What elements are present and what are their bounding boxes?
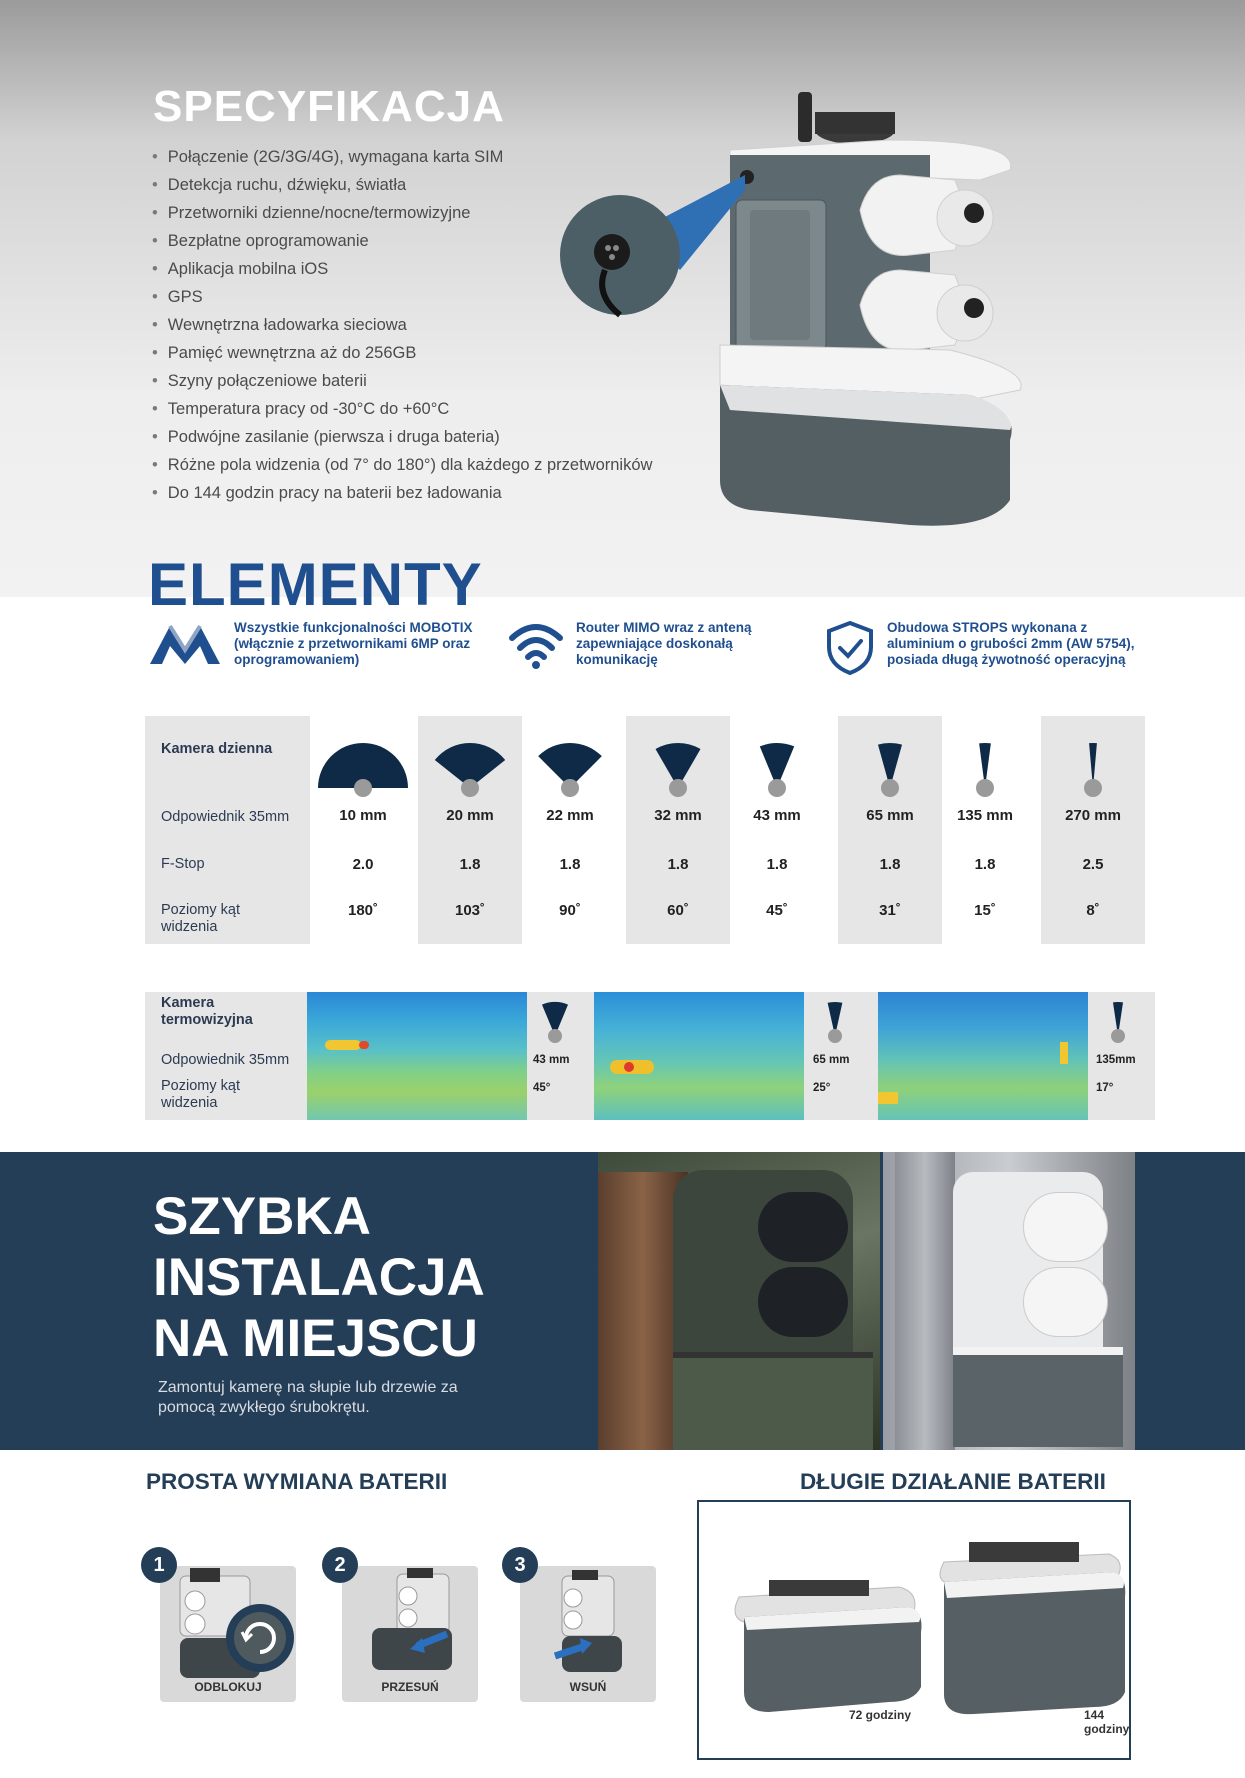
day-camera-table (145, 716, 1155, 944)
step-label: WSUŃ (569, 1680, 607, 1694)
fstop-value: 2.0 (352, 856, 374, 873)
fov-wedge-icon (633, 728, 723, 798)
camera-device-illustration (550, 80, 1030, 530)
spec-item: • Przetworniki dzienne/nocne/termowizyjne (152, 199, 652, 227)
spec-item: • Do 144 godzin pracy na baterii bez ładowania (152, 479, 652, 507)
angle-value: 90˚ (559, 902, 581, 919)
fov-wedge-icon (815, 996, 855, 1046)
day-column (933, 716, 1037, 944)
fov-wedge-icon (732, 728, 822, 798)
install-title-line: NA MIEJSCU (153, 1309, 478, 1368)
fstop-value: 1.8 (559, 856, 581, 873)
install-title-line: INSTALACJA (153, 1248, 485, 1307)
install-section (0, 1152, 1245, 1450)
battery-comparison-illustration (699, 1502, 1129, 1758)
pole-mount-photo (883, 1152, 1135, 1450)
day-table-header: Kamera dzienna (161, 741, 273, 757)
fstop-value: 1.8 (766, 856, 788, 873)
angle-value: 60˚ (667, 902, 689, 919)
spec-item: • GPS (152, 283, 652, 311)
fov-wedge-icon (525, 728, 615, 798)
step-number: 1 (141, 1547, 177, 1583)
thermal-camera-table (145, 992, 1155, 1120)
focal-length-value: 22 mm (546, 807, 594, 824)
fstop-value: 1.8 (879, 856, 901, 873)
focal-length-value: 10 mm (339, 807, 387, 824)
day-column (626, 716, 730, 944)
fov-wedge-icon (318, 728, 408, 798)
thermal-image (307, 992, 527, 1120)
day-column (725, 716, 829, 944)
feature-text: Wszystkie funkcjonalności MOBOTIX (włącznie z przetwornikami 6MP oraz oprogramowaniem) (234, 620, 473, 667)
thermal-focal-value: 135mm (1096, 1054, 1136, 1066)
row-label-fstop: F-Stop (161, 856, 205, 872)
feature-text: Obudowa STROPS wykonana z aluminium o grubości 2mm (AW 5754), posiada długą żywotność operacyjną (887, 620, 1135, 667)
step-unlock (160, 1566, 296, 1702)
day-label-column (145, 716, 310, 944)
focal-length-value: 65 mm (866, 807, 914, 824)
thermal-focal-value: 43 mm (533, 1054, 570, 1066)
step-number: 3 (502, 1547, 538, 1583)
tree-mount-photo (598, 1152, 880, 1450)
fstop-value: 1.8 (974, 856, 996, 873)
angle-value: 8˚ (1086, 902, 1100, 919)
feature-router (508, 620, 786, 670)
feature-mobotix (148, 620, 494, 668)
thermal-image (878, 992, 1088, 1120)
focal-length-value: 20 mm (446, 807, 494, 824)
battery-swap-title: PROSTA WYMIANA BATERII (146, 1469, 448, 1494)
day-column (1041, 716, 1145, 944)
battery-life-title: DŁUGIE DZIAŁANIE BATERII (800, 1469, 1106, 1494)
fov-wedge-icon (940, 728, 1030, 798)
row-label-angle: Poziomy kąt widzenia (161, 902, 240, 935)
install-title-line: SZYBKA (153, 1187, 371, 1246)
spec-item: • Pamięć wewnętrzna aż do 256GB (152, 339, 652, 367)
focal-length-value: 32 mm (654, 807, 702, 824)
day-column (418, 716, 522, 944)
battery-life-box (697, 1500, 1131, 1760)
thermal-angle-value: 45° (533, 1082, 551, 1094)
step-slide-in (520, 1566, 656, 1702)
thermal-focal-value: 65 mm (813, 1054, 850, 1066)
angle-value: 103˚ (454, 902, 486, 919)
spec-item: • Temperatura pracy od -30°C do +60°C (152, 395, 652, 423)
row-label-focal: Odpowiednik 35mm (161, 1052, 290, 1068)
spec-title: SPECYFIKACJA (153, 82, 505, 131)
day-column (311, 716, 415, 944)
fov-wedge-icon (535, 996, 575, 1046)
fstop-value: 1.8 (459, 856, 481, 873)
fstop-value: 2.5 (1082, 856, 1104, 873)
fov-wedge-icon (1048, 728, 1138, 798)
fstop-value: 1.8 (667, 856, 689, 873)
step-label: ODBLOKUJ (194, 1680, 262, 1694)
feature-text: Router MIMO wraz z anteną zapewniające doskonałą komunikację (576, 620, 752, 667)
spec-item: • Szyny połączeniowe baterii (152, 367, 652, 395)
install-title (153, 1186, 485, 1369)
thermal-angle-value: 17° (1096, 1082, 1114, 1094)
thermal-angle-value: 25° (813, 1082, 831, 1094)
spec-item: • Różne pola widzenia (od 7° do 180°) dla każdego z przetworników (152, 451, 652, 479)
fov-wedge-icon (1098, 996, 1138, 1046)
spec-item: • Bezpłatne oprogramowanie (152, 227, 652, 255)
focal-length-value: 135 mm (957, 807, 1013, 824)
angle-value: 15˚ (974, 902, 996, 919)
shield-check-icon (825, 620, 875, 676)
day-column (518, 716, 622, 944)
spec-item: • Podwójne zasilanie (pierwsza i druga bateria) (152, 423, 652, 451)
focal-length-value: 270 mm (1065, 807, 1121, 824)
step-label: PRZESUŃ (381, 1680, 439, 1694)
step-number: 2 (322, 1547, 358, 1583)
spec-item: • Wewnętrzna ładowarka sieciowa (152, 311, 652, 339)
mobotix-logo-icon (148, 620, 222, 666)
row-label-angle: Poziomy kąt widzenia (161, 1078, 240, 1111)
angle-value: 31˚ (879, 902, 901, 919)
spec-item: • Aplikacja mobilna iOS (152, 255, 652, 283)
feature-housing (825, 620, 1152, 676)
elements-title: ELEMENTY (148, 551, 483, 618)
battery-144h-label: 144 godziny (1084, 1708, 1130, 1736)
focal-length-value: 43 mm (753, 807, 801, 824)
step-slide-out (342, 1566, 478, 1702)
spec-item: • Detekcja ruchu, dźwięku, światła (152, 171, 652, 199)
wifi-icon (508, 620, 564, 670)
install-subtitle: Zamontuj kamerę na słupie lub drzewie za pomocą zwykłego śrubokrętu. (158, 1379, 458, 1416)
thermal-image (594, 992, 804, 1120)
fov-wedge-icon (845, 728, 935, 798)
row-label-focal: Odpowiednik 35mm (161, 809, 290, 825)
battery-72h-label: 72 godziny (849, 1708, 912, 1722)
thermal-table-header: Kamera termowizyjna (161, 995, 253, 1028)
angle-value: 45˚ (766, 902, 788, 919)
angle-value: 180˚ (347, 902, 379, 919)
spec-item: • Połączenie (2G/3G/4G), wymagana karta SIM (152, 143, 652, 171)
fov-wedge-icon (425, 728, 515, 798)
day-column (838, 716, 942, 944)
